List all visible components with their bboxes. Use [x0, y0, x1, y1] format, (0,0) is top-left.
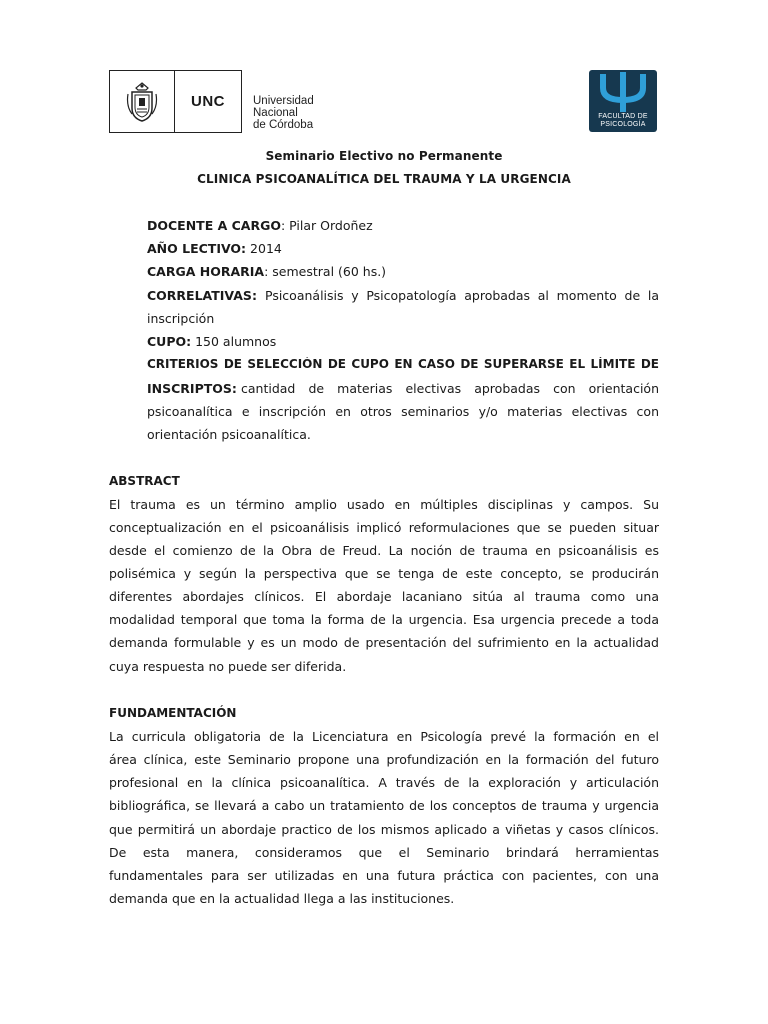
university-name-line: de Córdoba [253, 119, 314, 131]
seminar-name-title: CLINICA PSICOANALÍTICA DEL TRAUMA Y LA URGENCIA [197, 172, 571, 186]
abstract-line: El trauma es un término amplio usado en múltiples disciplinas y campos. Su [109, 497, 659, 512]
correlativas-row [147, 288, 659, 303]
criterios-label: INSCRIPTOS: [147, 381, 237, 396]
fundamentacion-line: La curricula obligatoria de la Licenciatura en Psicología prevé la formación en el [109, 729, 659, 744]
abstract-line: desde el comienzo de la Obra de Freud. La noción de trauma en psicoanálisis es [109, 543, 659, 558]
unc-abbreviation: UNC [191, 93, 225, 110]
carga-label: CARGA HORARIA [147, 264, 265, 279]
carga-value: : semestral (60 hs.) [264, 264, 387, 279]
docente-row [147, 218, 373, 233]
faculty-name [589, 113, 657, 128]
seminar-type-title: Seminario Electivo no Permanente [265, 149, 503, 163]
anio-row [147, 241, 282, 256]
docente-value: : Pilar Ordoñez [280, 218, 373, 233]
criterios-row [147, 381, 659, 396]
anio-label: AÑO LECTIVO: [147, 241, 247, 256]
faculty-psychology-logo [589, 70, 657, 132]
carga-row [147, 264, 386, 279]
fundamentacion-line: De esta manera, consideramos que el Seminario brindará herramientas [109, 845, 659, 860]
fundamentacion-line: que permitirá un abordaje practico de los mismos aplicado a viñetas y casos clínicos. [109, 822, 659, 837]
psi-symbol-icon [589, 70, 657, 114]
fundamentacion-line: bibliográfica, se llevará a cabo un tratamiento de los conceptos de trauma y urgencia [109, 798, 659, 813]
criterios-heading: CRITERIOS DE SELECCIÓN DE CUPO EN CASO DE SUPERARSE EL LÍMITE DE [147, 357, 659, 371]
unc-logo [109, 70, 339, 133]
abstract-line: demanda formulable y es un modo de presentación del sufrimiento en la actualidad [109, 635, 659, 650]
anio-value: 2014 [246, 241, 282, 256]
university-name [242, 70, 314, 133]
criterios-cont: psicoanalítica e inscripción en otros seminarios y/o materias electivas con [147, 404, 659, 419]
fundamentacion-heading: FUNDAMENTACIÓN [109, 706, 237, 720]
abstract-line: conceptualización en el psicoanálisis implicó reformulaciones que se pueden situar [109, 520, 659, 535]
fundamentacion-line: demanda que en la actualidad llega a las instituciones. [109, 891, 455, 906]
correlativas-value: Psicoanálisis y Psicopatología aprobadas al momento de la [265, 288, 659, 303]
correlativas-value-cont: inscripción [147, 311, 215, 326]
criterios-value: cantidad de materias electivas aprobadas con orientación [241, 381, 659, 396]
abstract-line: polisémica y según la perspectiva que se tenga de este concepto, se producirán [109, 566, 659, 581]
university-seal-icon [110, 71, 175, 132]
docente-label: DOCENTE A CARGO [147, 218, 281, 233]
correlativas-label: CORRELATIVAS: [147, 288, 257, 303]
fundamentacion-line: fundamentales para ser utilizadas en una futura práctica con pacientes, con una [109, 868, 659, 883]
cupo-row [147, 334, 276, 349]
fundamentacion-line: profesional en la clínica psicoanalítica. A través de la exploración y articulación [109, 775, 659, 790]
abstract-line: cuya respuesta no puede ser diferida. [109, 659, 347, 674]
fundamentacion-line: área clínica, este Seminario propone una profundización en la formación del futuro [109, 752, 659, 767]
university-name-line: Universidad [253, 95, 314, 107]
cupo-label: CUPO: [147, 334, 192, 349]
abstract-line: modalidad temporal que toma la forma de la urgencia. Esa urgencia precede a toda [109, 612, 659, 627]
abstract-line: diferentes abordajes clínicos. El abordaje lacaniano sitúa al trauma como una [109, 589, 659, 604]
faculty-name-line: FACULTAD DE [598, 113, 648, 120]
criterios-end: orientación psicoanalítica. [147, 427, 311, 442]
university-name-line: Nacional [253, 107, 298, 119]
faculty-name-line: PSICOLOGÍA [600, 120, 646, 128]
cupo-value: 150 alumnos [191, 334, 277, 349]
unc-logo-box [109, 70, 242, 133]
abstract-heading: ABSTRACT [109, 474, 180, 488]
